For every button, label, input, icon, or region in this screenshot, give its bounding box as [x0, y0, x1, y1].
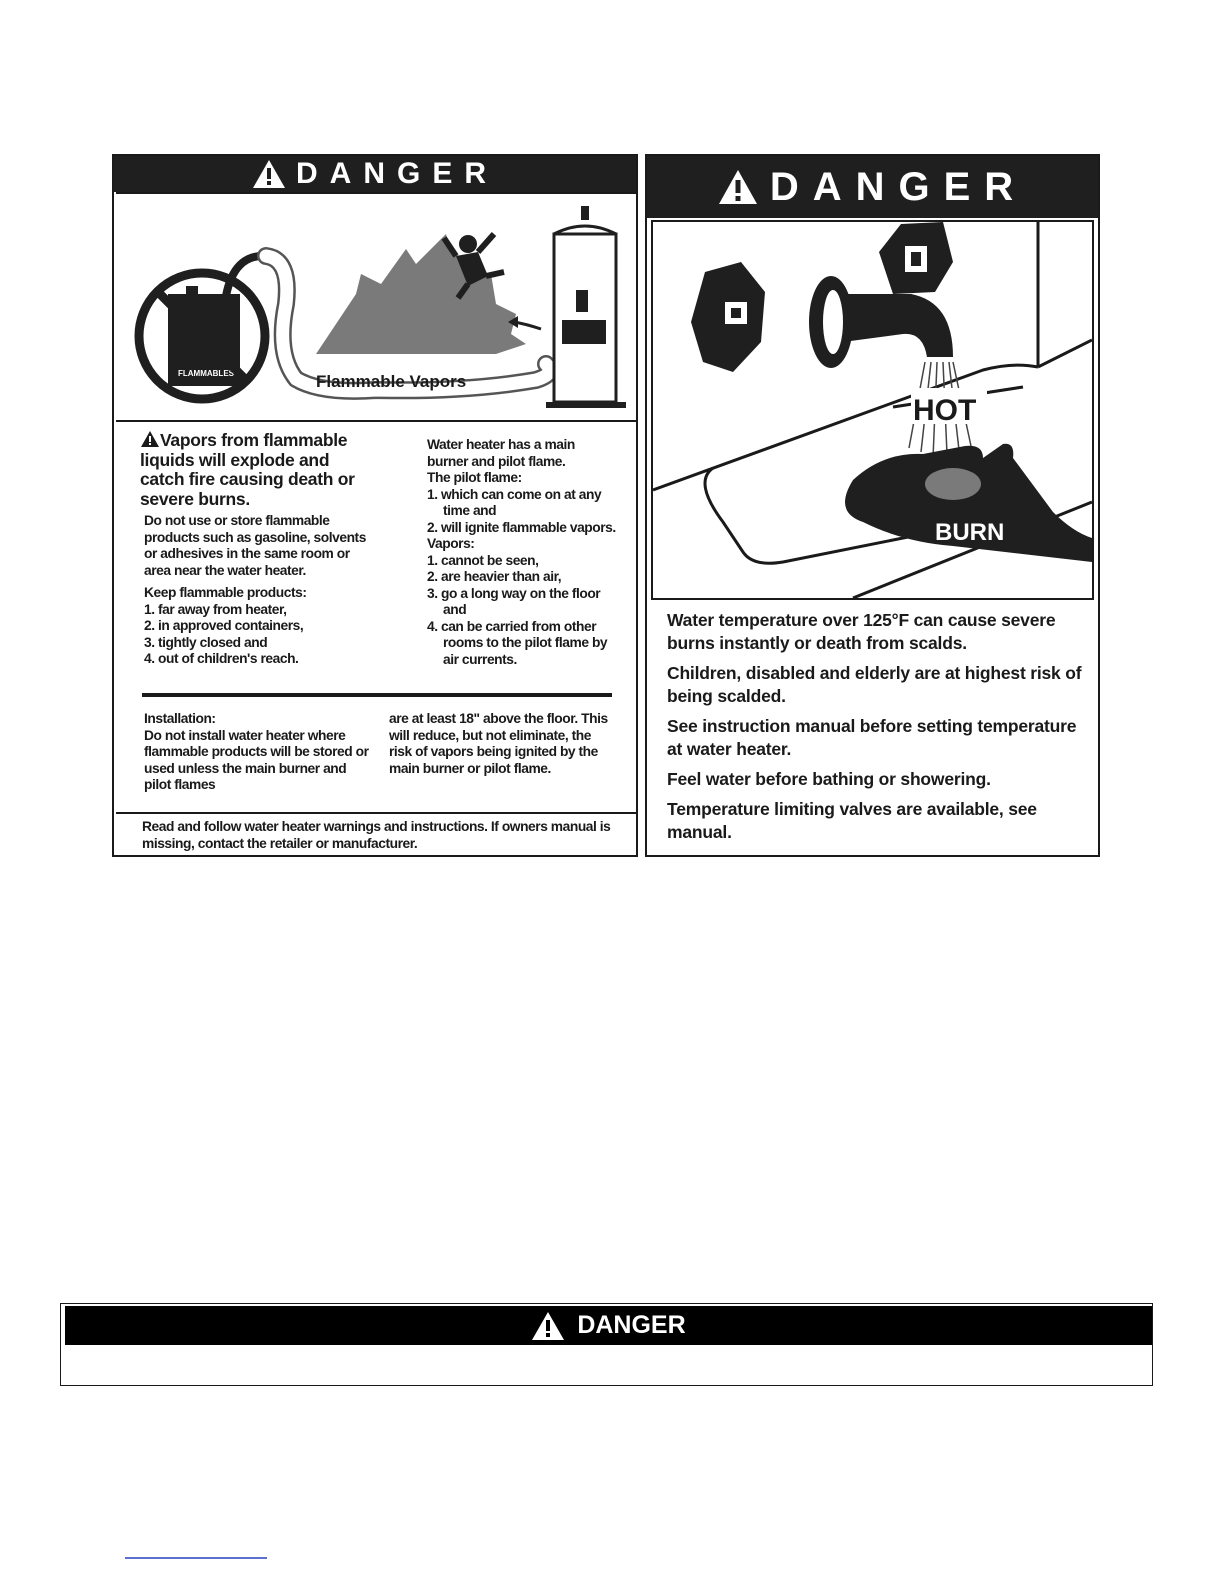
list-item: 3. go a long way on the floor and — [427, 585, 601, 617]
banner-title: DANGER — [577, 1311, 686, 1339]
label-header — [647, 156, 1098, 218]
list-item: 1. far away from heater, — [144, 601, 287, 617]
installation-left — [144, 711, 372, 794]
pilot-list — [427, 487, 617, 537]
pilot-heading: The pilot flame: — [427, 470, 522, 485]
list-item: 4. can be carried from other rooms to the pilot flame by air currents. — [427, 618, 608, 667]
installation-text-right: are at least 18" above the floor. This will reduce, but not eliminate, the risk of vapors being ignited by the main burner or pilot flame. — [389, 711, 608, 776]
vapors-list — [427, 553, 617, 669]
scald-warning-text — [667, 609, 1087, 851]
heater-text: Water heater has a main burner and pilot flame. — [427, 437, 575, 469]
list-item: 3. tightly closed and — [144, 634, 268, 650]
hot-water-illustration — [651, 220, 1094, 600]
list-item: 2. will ignite flammable vapors. — [427, 519, 616, 535]
installation-text-left: Do not install water heater where flammable products will be stored or used unless the main burner and pilot flames — [144, 727, 369, 792]
hot-knob-illustration — [879, 222, 953, 294]
warning-line: Water temperature over 125°F can cause severe burns instantly or death from scalds. — [667, 610, 1056, 653]
warning-triangle-icon — [252, 159, 286, 189]
right-column-text — [427, 437, 617, 668]
list-item: 2. in approved containers, — [144, 618, 304, 633]
hot-label: HOT — [913, 394, 977, 427]
flammable-vapors-danger-label — [112, 154, 638, 857]
label-header — [114, 156, 636, 192]
footer-link-underline[interactable] — [125, 1557, 267, 1559]
warning-triangle-icon — [140, 430, 160, 448]
list-item: 1. which can come on at any time and — [427, 486, 602, 518]
scald-danger-label — [645, 154, 1100, 857]
keep-heading: Keep flammable products: — [144, 585, 307, 600]
do-not-store-text: Do not use or store flammable products such as gasoline, solvents or adhesives in the same room or area near the water heater. — [144, 513, 366, 578]
warning-triangle-icon — [718, 169, 758, 205]
list-item: 1. cannot be seen, — [427, 552, 539, 568]
footer-text: Read and follow water heater warnings and instructions. If owners manual is missing, contact the retailer or manufacturer. — [142, 819, 611, 851]
prohibition-icon — [139, 256, 266, 399]
warning-line: Children, disabled and elderly are at highest risk of being scalded. — [667, 663, 1082, 706]
danger-banner — [60, 1303, 1153, 1386]
burn-label: BURN — [935, 519, 1005, 546]
installation-right — [389, 711, 617, 777]
keep-list — [144, 602, 374, 668]
warning-line: Feel water before bathing or showering. — [667, 769, 991, 789]
cold-knob-illustration — [691, 262, 765, 372]
left-column-text — [144, 513, 374, 668]
warning-line: Temperature limiting valves are available, see manual. — [667, 799, 1037, 842]
header-title: DANGER — [295, 157, 498, 190]
list-item: 4. out of children's reach. — [144, 651, 299, 666]
warning-triangle-icon — [531, 1311, 565, 1341]
warning-line: See instruction manual before setting temperature at water heater. — [667, 716, 1077, 759]
list-item: 2. are heavier than air, — [427, 569, 562, 584]
flammable-vapors-illustration — [116, 192, 636, 422]
divider — [116, 812, 636, 814]
water-heater-illustration — [546, 206, 626, 408]
can-label: FLAMMABLES — [178, 369, 234, 378]
banner-header — [65, 1306, 1152, 1345]
vapors-label: Flammable Vapors — [316, 372, 467, 391]
header-title: DANGER — [769, 164, 1028, 209]
lead-warning: Vapors from flammable liquids will explode and catch fire causing death or severe burns. — [140, 430, 355, 509]
installation-heading: Installation: — [144, 711, 216, 726]
vapors-heading: Vapors: — [427, 536, 475, 551]
divider — [142, 693, 612, 697]
